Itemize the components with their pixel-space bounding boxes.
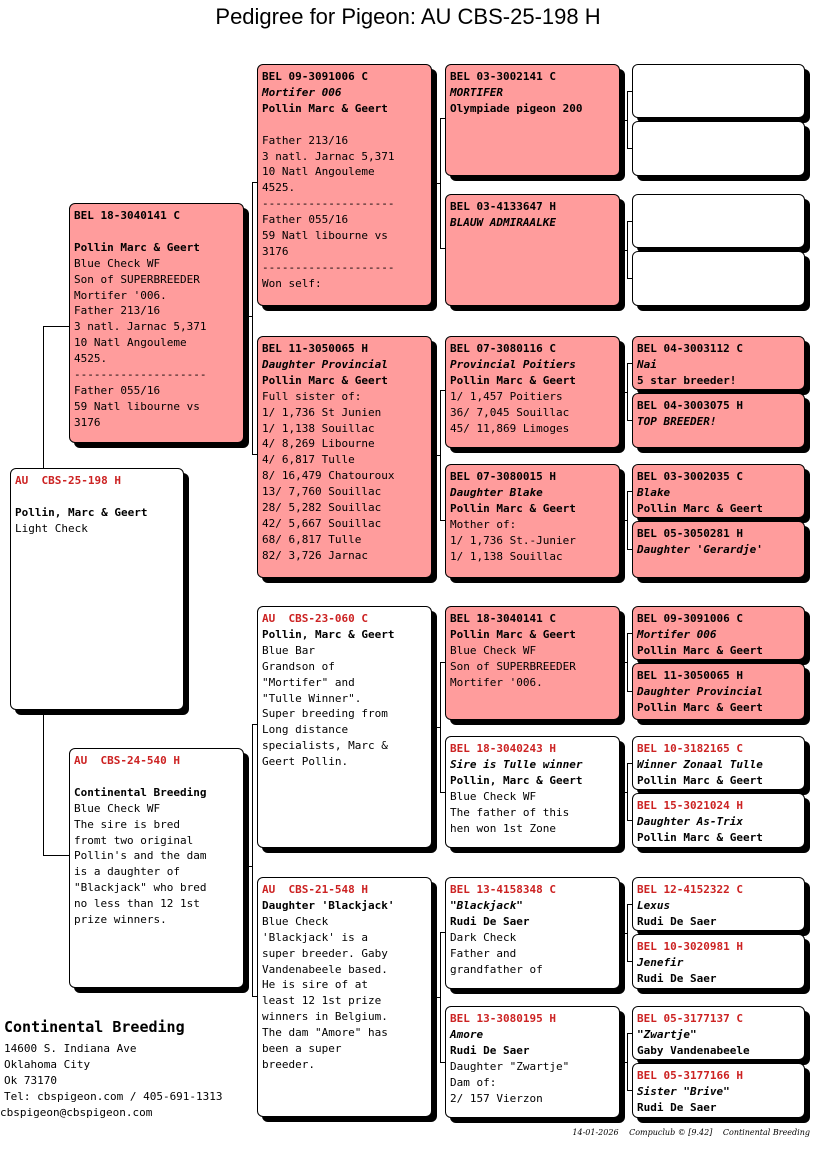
pedigree-line: Mother of: [450, 517, 517, 531]
footer-date: 14-01-2026 [572, 1128, 619, 1137]
pedigree-line: Full sister of: [262, 389, 362, 403]
pedigree-line: "Mortifer" and [262, 675, 355, 689]
connector-line [434, 997, 440, 998]
pigeon-name: Sire is Tulle winner [450, 757, 583, 771]
gg-grandparent-box[interactable] [632, 64, 805, 118]
ring-number: BEL 09-3091006 C [262, 70, 368, 83]
pigeon-name: Daughter Blake [450, 485, 543, 499]
pedigree-line: Pollin Marc & Geert [637, 501, 763, 515]
great-grandparent-box[interactable] [445, 606, 620, 720]
pedigree-line: 1/ 1,736 St Junien [262, 405, 382, 419]
ring-number: BEL 10-3182165 C [637, 742, 743, 755]
pigeon-name: Mortifer 006 [637, 627, 717, 641]
connector-line [440, 932, 441, 1062]
pedigree-line: 42/ 5,667 Souillac [262, 516, 382, 530]
pedigree-line: Blue Check WF [450, 789, 537, 803]
connector-line [622, 792, 627, 793]
connector-line [440, 390, 441, 520]
pedigree-line: no less than 12 1st [74, 897, 200, 911]
pedigree-line: Long distance [262, 723, 349, 737]
gg-grandparent-box[interactable] [632, 194, 805, 248]
ring-number: BEL 18-3040141 C [74, 209, 180, 222]
pedigree-line: been a super [262, 1042, 342, 1056]
ring-number: BEL 05-3177166 H [637, 1069, 743, 1082]
connector-line [622, 662, 627, 663]
pigeon-name: Winner Zonaal Tulle [637, 757, 763, 771]
pedigree-line: Pollin Marc & Geert [262, 373, 388, 387]
pedigree-line: Father and [450, 946, 517, 960]
pedigree-line: 5 star breeder! [637, 373, 737, 387]
ring-number: BEL 09-3091006 C [637, 612, 743, 625]
connector-line [246, 316, 252, 317]
connector-line [627, 763, 628, 820]
pedigree-line: 3176 [74, 415, 101, 429]
pigeon-name: Jenefir [637, 955, 684, 969]
great-grandparent-box[interactable] [445, 736, 620, 848]
connector-line [627, 221, 628, 278]
ring-number: BEL 18-3040141 C [450, 612, 556, 625]
pedigree-line: The sire is bred [74, 817, 180, 831]
pedigree-line [262, 117, 427, 133]
gg-grandparent-box[interactable] [632, 663, 805, 720]
pedigree-line: Pollin's and the dam [74, 849, 207, 863]
pedigree-line: Mortifer '006. [74, 288, 167, 302]
ring-number: AU CBS-24-540 H [74, 754, 180, 767]
pedigree-line: Dark Check [450, 930, 517, 944]
pedigree-line: Vandenabeele based. [262, 962, 388, 976]
gg-grandparent-box[interactable] [632, 1006, 805, 1060]
connector-line [622, 933, 627, 934]
gg-grandparent-box[interactable] [632, 121, 805, 176]
pedigree-line: Blue Check [262, 914, 329, 928]
pedigree-line: Rudi De Saer [637, 914, 717, 928]
gg-grandparent-box[interactable] [632, 877, 805, 931]
pedigree-line: Won self: [262, 276, 322, 290]
pedigree-line: 36/ 7,045 Souillac [450, 405, 570, 419]
breeder-info [0, 1018, 223, 1121]
pedigree-line: is a daughter of [74, 865, 180, 879]
great-grandparent-box[interactable] [445, 336, 620, 448]
pigeon-name: Daughter As-Trix [637, 814, 743, 828]
breeder-name: Continental Breeding [4, 1018, 185, 1036]
pedigree-line: Blue Check WF [450, 643, 537, 657]
pedigree-line: Son of SUPERBREEDER [450, 659, 576, 673]
page-title: Pedigree for Pigeon: AU CBS-25-198 H [215, 4, 601, 29]
ring-number: BEL 07-3080015 H [450, 470, 556, 483]
pedigree-line: prize winners. [74, 913, 167, 927]
subject-pigeon[interactable] [10, 468, 184, 710]
pedigree-line: Pollin Marc & Geert [450, 373, 576, 387]
ring-number: BEL 13-4158348 C [450, 883, 556, 896]
footer-software: Compuclub © [9.42] [629, 1128, 713, 1137]
gg-grandparent-box[interactable] [632, 1063, 805, 1118]
pigeon-name: Mortifer 006 [262, 85, 342, 99]
pedigree-line: 68/ 6,817 Tulle [262, 532, 362, 546]
pigeon-name: Provincial Poitiers [450, 357, 576, 371]
connector-line [246, 866, 252, 867]
pedigree-line: 1/ 1,457 Poitiers [450, 389, 563, 403]
ring-number: AU CBS-21-548 H [262, 883, 368, 896]
connector-line [622, 520, 627, 521]
pedigree-line: Father 213/16 [262, 133, 349, 147]
pedigree-line: Rudi De Saer [637, 1100, 717, 1114]
pedigree-line: 59 Natl libourne vs [262, 229, 388, 243]
connector-line [440, 662, 441, 792]
ring-number: BEL 03-4133647 H [450, 200, 556, 213]
ring-number: BEL 03-3002035 C [637, 470, 743, 483]
pedigree-line: 82/ 3,726 Jarnac [262, 548, 368, 562]
pedigree-line: Grandson of [262, 659, 335, 673]
pedigree-line: -------------------- [262, 260, 395, 274]
pedigree-line: Pollin, Marc & Geert [262, 627, 395, 641]
pigeon-name: TOP BREEDER! [637, 414, 717, 428]
pedigree-line [74, 769, 239, 785]
connector-line [622, 1062, 627, 1063]
pedigree-line: Pollin Marc & Geert [450, 501, 576, 515]
ring-number: BEL 03-3002141 C [450, 70, 556, 83]
pedigree-line: "Blackjack" who bred [74, 881, 207, 895]
pedigree-line: 13/ 7,760 Souillac [262, 485, 382, 499]
pedigree-line: 8/ 16,479 Chatouroux [262, 469, 395, 483]
connector-line [43, 855, 69, 856]
pedigree-line: 4525. [262, 181, 296, 195]
pedigree-line: 28/ 5,282 Souillac [262, 501, 382, 515]
ring-number: BEL 05-3050281 H [637, 527, 743, 540]
pedigree-line: Father 055/16 [74, 383, 161, 397]
pigeon-name: Daughter 'Gerardje' [637, 542, 763, 556]
pedigree-line: 10 Natl Angouleme [262, 165, 375, 179]
pedigree-line: -------------------- [262, 197, 395, 211]
great-grandparent-box[interactable] [445, 464, 620, 578]
great-grandparent-box[interactable] [445, 194, 620, 306]
pigeon-name: Blake [637, 485, 671, 499]
pigeon-name: "Blackjack" [450, 898, 523, 912]
breeder-address-3: Ok 73170 [4, 1074, 57, 1087]
pedigree-line [15, 489, 179, 505]
pedigree-line: Pollin Marc & Geert [74, 240, 200, 254]
connector-line [440, 118, 441, 248]
pedigree-line [74, 224, 239, 240]
pedigree-line: Gaby Vandenabeele [637, 1043, 750, 1057]
great-grandparent-box[interactable] [445, 1006, 620, 1118]
pedigree-line: 1/ 1,138 Souillac [450, 549, 563, 563]
pedigree-line: Daughter "Zwartje" [450, 1059, 570, 1073]
pedigree-line: -------------------- [74, 368, 207, 382]
pigeon-name: "Zwartje" [637, 1027, 697, 1041]
pedigree-line: Geert Pollin. [262, 755, 349, 769]
pedigree-line: Pollin Marc & Geert [450, 627, 576, 641]
pedigree-line: 3176 [262, 244, 289, 258]
gg-grandparent-box[interactable] [632, 336, 805, 390]
gg-grandparent-box[interactable] [632, 251, 805, 306]
pigeon-name: Lexus [637, 898, 671, 912]
ring-number: BEL 15-3021024 H [637, 799, 743, 812]
pedigree-line: hen won 1st Zone [450, 821, 556, 835]
connector-line [622, 250, 627, 251]
pedigree-line: Blue Check WF [74, 256, 161, 270]
gg-grandparent-box[interactable] [632, 464, 805, 518]
pedigree-line: "Tulle Winner". [262, 691, 362, 705]
pedigree-line: He is sire of at [262, 978, 368, 992]
pedigree-line: Rudi De Saer [450, 1043, 530, 1057]
pedigree-line: 3 natl. Jarnac 5,371 [262, 149, 395, 163]
pigeon-name: Sister "Brive" [637, 1084, 730, 1098]
sire-box[interactable] [69, 203, 244, 443]
pedigree-line: Father 055/16 [262, 213, 349, 227]
ring-number: AU CBS-25-198 H [15, 474, 121, 487]
pedigree-line: Daughter 'Blackjack' [262, 898, 395, 912]
pedigree-line: Blue Check WF [74, 801, 161, 815]
footer [564, 1128, 810, 1137]
ring-number: BEL 04-3003075 H [637, 399, 743, 412]
ring-number: AU CBS-23-060 C [262, 612, 368, 625]
pedigree-line: 'Blackjack' is a [262, 930, 368, 944]
great-grandparent-box[interactable] [445, 64, 620, 176]
ring-number: BEL 07-3080116 C [450, 342, 556, 355]
pedigree-line: Pollin Marc & Geert [262, 101, 388, 115]
gg-grandparent-box[interactable] [632, 521, 805, 578]
grandparent-box[interactable] [257, 606, 432, 848]
pedigree-line: Pollin Marc & Geert [637, 700, 763, 714]
gg-grandparent-box[interactable] [632, 606, 805, 660]
pedigree-line: Father 213/16 [74, 304, 161, 318]
connector-line [43, 326, 44, 468]
connector-line [252, 724, 253, 996]
gg-grandparent-box[interactable] [632, 934, 805, 989]
pedigree-line: Rudi De Saer [637, 971, 717, 985]
pedigree-line: grandfather of [450, 962, 543, 976]
pedigree-line: Blue Bar [262, 643, 315, 657]
grandparent-box[interactable] [257, 877, 432, 1117]
pedigree-line: Pollin, Marc & Geert [15, 505, 148, 519]
pedigree-line: Pollin Marc & Geert [637, 643, 763, 657]
pedigree-line: 45/ 11,869 Limoges [450, 421, 570, 435]
pedigree-line: 10 Natl Angouleme [74, 336, 187, 350]
pigeon-name: Nai [637, 357, 657, 371]
connector-line [434, 727, 440, 728]
connector-line [252, 182, 253, 454]
pedigree-line: 1/ 1,736 St.-Junier [450, 533, 576, 547]
pedigree-line: Pollin, Marc & Geert [450, 773, 583, 787]
pedigree-line: least 12 1st prize [262, 994, 382, 1008]
connector-line [627, 633, 628, 691]
connector-line [43, 715, 44, 855]
footer-org: Continental Breeding [722, 1128, 810, 1137]
ring-number: BEL 04-3003112 C [637, 342, 743, 355]
pedigree-line: Olympiade pigeon 200 [450, 101, 583, 115]
pigeon-name: MORTIFER [450, 85, 503, 99]
gg-grandparent-box[interactable] [632, 393, 805, 448]
pedigree-line: Continental Breeding [74, 785, 207, 799]
ring-number: BEL 18-3040243 H [450, 742, 556, 755]
great-grandparent-box[interactable] [445, 877, 620, 989]
ring-number: BEL 10-3020981 H [637, 940, 743, 953]
pedigree-line: Son of SUPERBREEDER [74, 272, 200, 286]
pedigree-line: 1/ 1,138 Souillac [262, 421, 375, 435]
pedigree-line: Mortifer '006. [450, 675, 543, 689]
breeder-email: cbspigeon@cbspigeon.com [0, 1106, 153, 1119]
pedigree-line: breeder. [262, 1057, 315, 1071]
gg-grandparent-box[interactable] [632, 793, 805, 848]
ring-number: BEL 11-3050065 H [262, 342, 368, 355]
breeder-address-1: 14600 S. Indiana Ave [4, 1042, 137, 1055]
pigeon-name: Daughter Provincial [262, 357, 388, 371]
pedigree-line: Pollin Marc & Geert [637, 830, 763, 844]
connector-line [627, 1033, 628, 1090]
connector-line [627, 491, 628, 549]
connector-line [434, 183, 440, 184]
pedigree-line: Pollin Marc & Geert [637, 773, 763, 787]
pedigree-line: 59 Natl libourne vs [74, 399, 200, 413]
pigeon-name: Amore [450, 1027, 484, 1041]
ring-number: BEL 12-4152322 C [637, 883, 743, 896]
pigeon-name: Daughter Provincial [637, 684, 763, 698]
pedigree-line: 3 natl. Jarnac 5,371 [74, 320, 207, 334]
gg-grandparent-box[interactable] [632, 736, 805, 790]
pedigree-line: 4/ 8,269 Libourne [262, 437, 375, 451]
pedigree-line: 4/ 6,817 Tulle [262, 453, 355, 467]
pedigree-line: Light Check [15, 521, 88, 535]
connector-line [434, 455, 440, 456]
grandparent-box[interactable] [257, 64, 432, 306]
pigeon-name: BLAUW ADMIRAALKE [450, 215, 556, 229]
pedigree-line: winners in Belgium. [262, 1010, 388, 1024]
connector-line [43, 326, 69, 327]
dam-box[interactable] [69, 748, 244, 988]
ring-number: BEL 05-3177137 C [637, 1012, 743, 1025]
connector-line [627, 91, 628, 148]
breeder-phone: Tel: cbspigeon.com / 405-691-1313 [4, 1090, 223, 1103]
pedigree-line: Super breeding from [262, 707, 388, 721]
breeder-address-2: Oklahoma City [4, 1058, 91, 1071]
connector-line [622, 392, 627, 393]
ring-number: BEL 11-3050065 H [637, 669, 743, 682]
connector-line [622, 120, 627, 121]
grandparent-box[interactable] [257, 336, 432, 578]
pedigree-line: super breeder. Gaby [262, 946, 388, 960]
ring-number: BEL 13-3080195 H [450, 1012, 556, 1025]
pedigree-line: fromt two original [74, 833, 194, 847]
pedigree-line: specialists, Marc & [262, 739, 388, 753]
pedigree-line: 4525. [74, 352, 108, 366]
pedigree-line: Rudi De Saer [450, 914, 530, 928]
connector-line [627, 904, 628, 961]
pedigree-line: 2/ 157 Vierzon [450, 1091, 543, 1105]
pedigree-line: Dam of: [450, 1075, 497, 1089]
pedigree-line: The father of this [450, 805, 570, 819]
pedigree-line: The dam "Amore" has [262, 1026, 388, 1040]
connector-line [627, 363, 628, 420]
